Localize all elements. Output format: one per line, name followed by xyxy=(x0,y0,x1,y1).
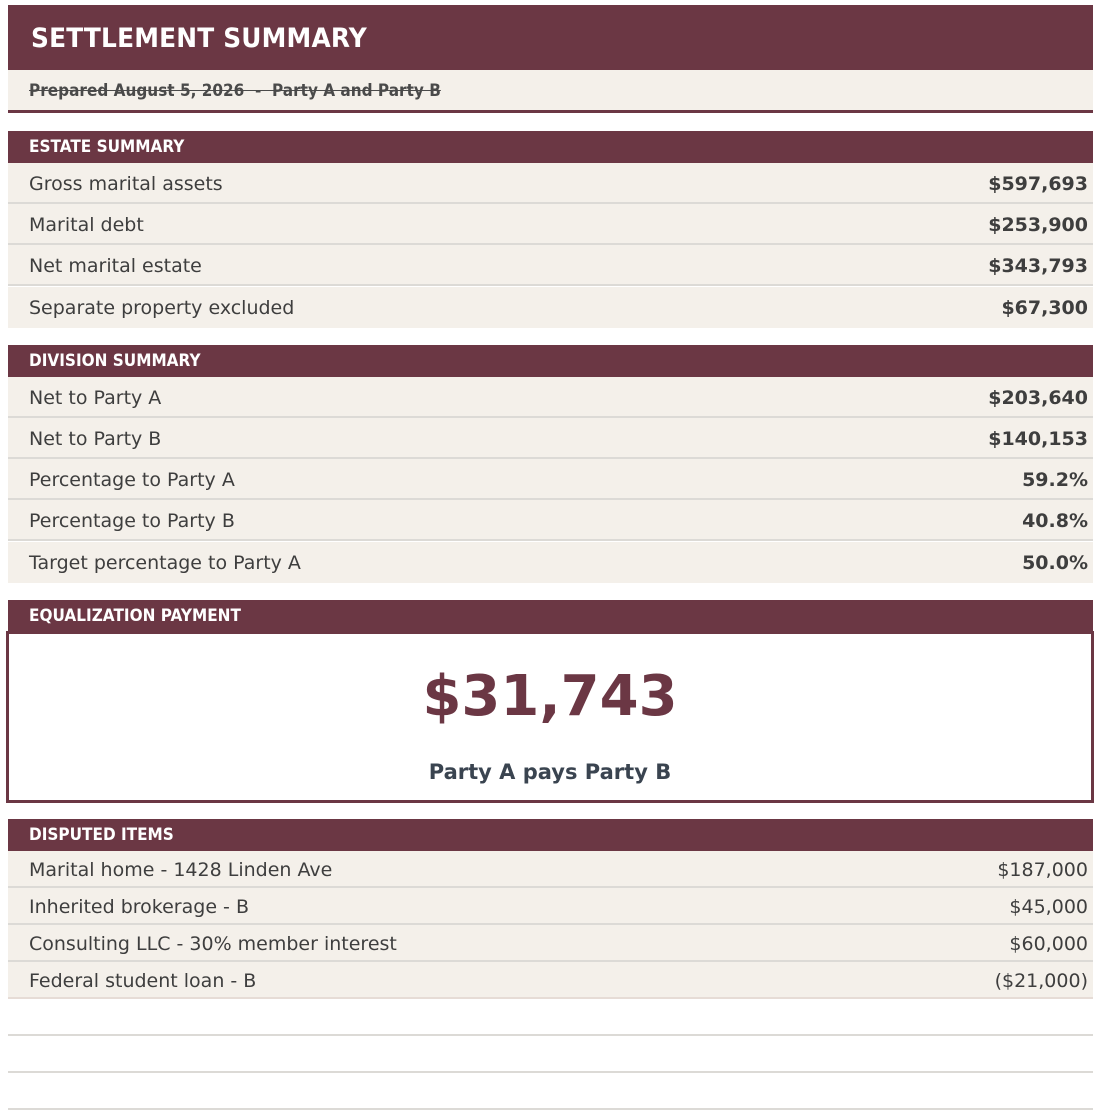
empty-row-divider xyxy=(8,1071,1093,1073)
row-label: Target percentage to Party A xyxy=(29,552,301,574)
disputed-row-consulting-llc xyxy=(8,925,1093,962)
estate-row-net-estate xyxy=(8,245,1093,286)
row-value: 59.2% xyxy=(1022,469,1088,491)
estate-row-marital-debt xyxy=(8,204,1093,245)
section-title: DIVISION SUMMARY xyxy=(29,351,201,371)
row-value: $253,900 xyxy=(988,214,1088,236)
row-value: $67,300 xyxy=(1001,297,1088,319)
empty-row-divider xyxy=(8,1108,1093,1110)
row-value: $45,000 xyxy=(1009,896,1088,918)
prepared-line xyxy=(8,70,1093,113)
section-title: ESTATE SUMMARY xyxy=(29,137,185,157)
division-row-pct-a xyxy=(8,459,1093,500)
division-summary-header xyxy=(8,345,1093,377)
row-label: Percentage to Party A xyxy=(29,469,235,491)
section-title: DISPUTED ITEMS xyxy=(29,825,174,845)
disputed-row-marital-home xyxy=(8,851,1093,888)
row-value: $60,000 xyxy=(1009,933,1088,955)
disputed-items-header xyxy=(8,819,1093,851)
row-value: 40.8% xyxy=(1022,510,1088,532)
row-label: Gross marital assets xyxy=(29,173,223,195)
section-title: EQUALIZATION PAYMENT xyxy=(29,606,241,626)
division-row-pct-b xyxy=(8,500,1093,541)
disputed-row-student-loan xyxy=(8,962,1093,999)
page-title: SETTLEMENT SUMMARY xyxy=(31,23,367,54)
row-value: $203,640 xyxy=(988,387,1088,409)
row-label: Net to Party B xyxy=(29,428,162,450)
row-value: $597,693 xyxy=(988,173,1088,195)
row-value: ($21,000) xyxy=(994,970,1088,992)
row-label: Marital home - 1428 Linden Ave xyxy=(29,859,333,881)
equalization-note: Party A pays Party B xyxy=(428,760,672,784)
row-value: 50.0% xyxy=(1022,552,1088,574)
row-label: Inherited brokerage - B xyxy=(29,896,249,918)
disputed-row-brokerage xyxy=(8,888,1093,925)
equalization-box xyxy=(6,631,1094,803)
equalization-amount: $31,743 xyxy=(422,664,678,729)
empty-row-divider xyxy=(8,1034,1093,1036)
division-row-net-a xyxy=(8,377,1093,418)
row-label: Marital debt xyxy=(29,214,144,236)
row-label: Consulting LLC - 30% member interest xyxy=(29,933,397,955)
title-bar xyxy=(8,5,1093,70)
division-row-net-b xyxy=(8,418,1093,459)
row-label: Federal student loan - B xyxy=(29,970,257,992)
estate-row-gross-assets xyxy=(8,163,1093,204)
row-value: $187,000 xyxy=(997,859,1088,881)
row-label: Separate property excluded xyxy=(29,297,295,319)
estate-summary-header xyxy=(8,131,1093,163)
row-label: Net marital estate xyxy=(29,255,202,277)
row-value: $343,793 xyxy=(988,255,1088,277)
row-label: Percentage to Party B xyxy=(29,510,235,532)
prepared-text: Prepared August 5, 2026 - Party A and Party B xyxy=(29,81,441,101)
division-row-target-a xyxy=(8,542,1093,583)
estate-row-separate-property xyxy=(8,287,1093,328)
row-label: Net to Party A xyxy=(29,387,162,409)
equalization-header xyxy=(8,600,1093,632)
row-value: $140,153 xyxy=(988,428,1088,450)
